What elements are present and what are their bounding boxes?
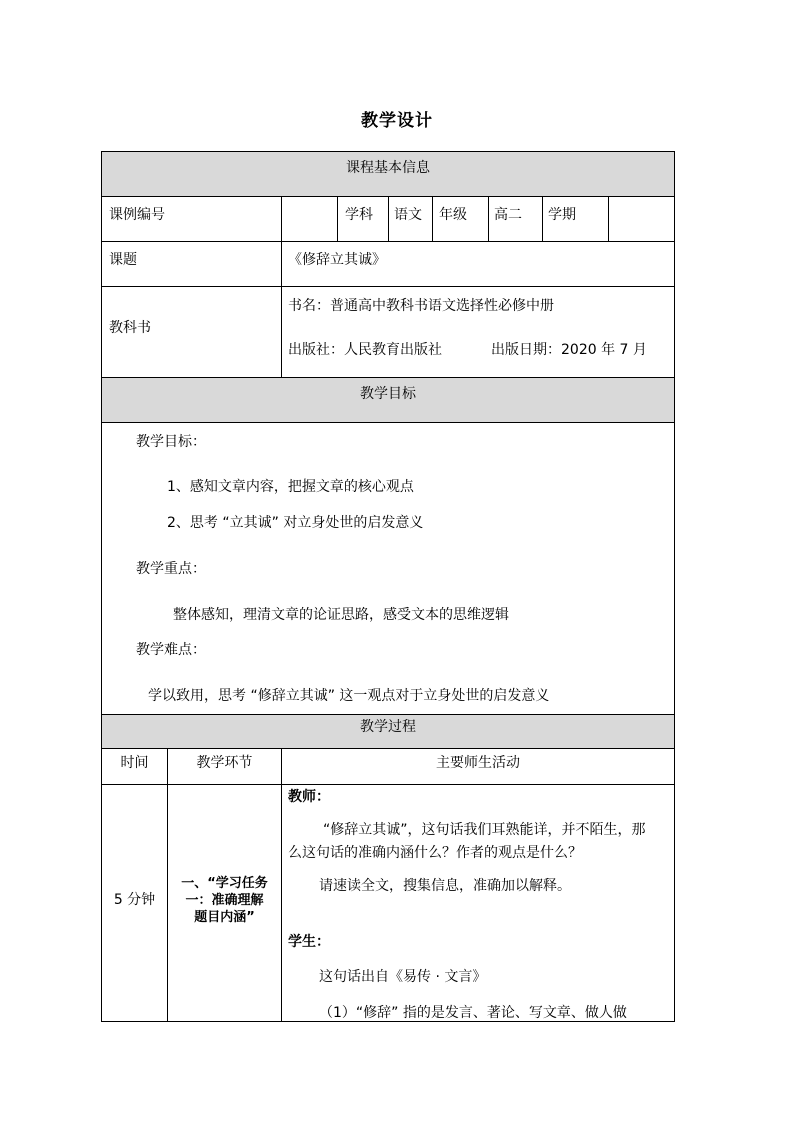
publish-date: 出版日期：2020 年 7 月 xyxy=(491,342,647,358)
topic-value: 《修辞立其诚》 xyxy=(288,252,386,268)
student-paragraph-2: （1）“修辞” 指的是发言、著论、写文章、做人做 xyxy=(319,1005,627,1021)
teacher-label: 教师： xyxy=(288,789,330,805)
col-stage-header: 教学环节 xyxy=(196,755,253,771)
publisher: 出版社：人民教育出版社 xyxy=(288,342,442,358)
row-stage-line1: 一、“学习任务 xyxy=(181,876,268,891)
subject-label: 学科 xyxy=(345,207,373,223)
topic-label: 课题 xyxy=(109,252,137,268)
difficulty-text: 学以致用，思考 “修辞立其诚” 这一观点对于立身处世的启发意义 xyxy=(148,688,550,704)
col-time-header: 时间 xyxy=(120,755,149,771)
student-paragraph-1: 这句话出自《易传 · 文言》 xyxy=(319,969,487,985)
teacher-paragraph-1-line2: 么这句话的准确内涵什么？作者的观点是什么？ xyxy=(288,845,582,861)
teacher-paragraph-2: 请速读全文，搜集信息，准确加以解释。 xyxy=(319,878,571,894)
objectives-header xyxy=(102,378,674,423)
process-header xyxy=(102,715,674,749)
textbook-label: 教科书 xyxy=(109,320,151,336)
basic-info-header-text: 课程基本信息 xyxy=(346,160,430,176)
teacher-paragraph-1-line1: “修辞立其诚”，这句话我们耳熟能详，并不陌生，那 xyxy=(323,822,646,838)
row-stage-line2: 一：准确理解 xyxy=(185,893,264,908)
row-stage-line3: 题目内涵” xyxy=(194,910,255,925)
course-number-label: 课例编号 xyxy=(109,207,165,223)
difficulty-label: 教学难点： xyxy=(136,642,206,658)
objectives-header-text: 教学目标 xyxy=(360,386,416,402)
key-point-text: 整体感知，理清文章的论证思路，感受文本的思维逻辑 xyxy=(173,607,509,623)
grade-label: 年级 xyxy=(439,207,467,223)
key-point-label: 教学重点： xyxy=(136,561,206,577)
subject-value: 语文 xyxy=(394,207,422,223)
goal-label: 教学目标： xyxy=(136,434,206,450)
textbook-name: 书名：普通高中教科书语文选择性必修中册 xyxy=(288,298,554,314)
student-label: 学生： xyxy=(288,934,330,950)
col-activity-header: 主要师生活动 xyxy=(436,755,520,771)
goal-item-2: 2、思考 “立其诚” 对立身处世的启发意义 xyxy=(167,515,424,531)
basic-info-header xyxy=(102,152,674,197)
term-label: 学期 xyxy=(548,207,576,223)
goal-item-1: 1、感知文章内容，把握文章的核心观点 xyxy=(167,479,414,495)
process-header-text: 教学过程 xyxy=(360,719,416,735)
row-time: 5 分钟 xyxy=(113,892,156,908)
page-title: 教学设计 xyxy=(361,111,433,131)
lesson-plan-table xyxy=(101,151,675,1022)
grade-value: 高二 xyxy=(494,207,522,223)
